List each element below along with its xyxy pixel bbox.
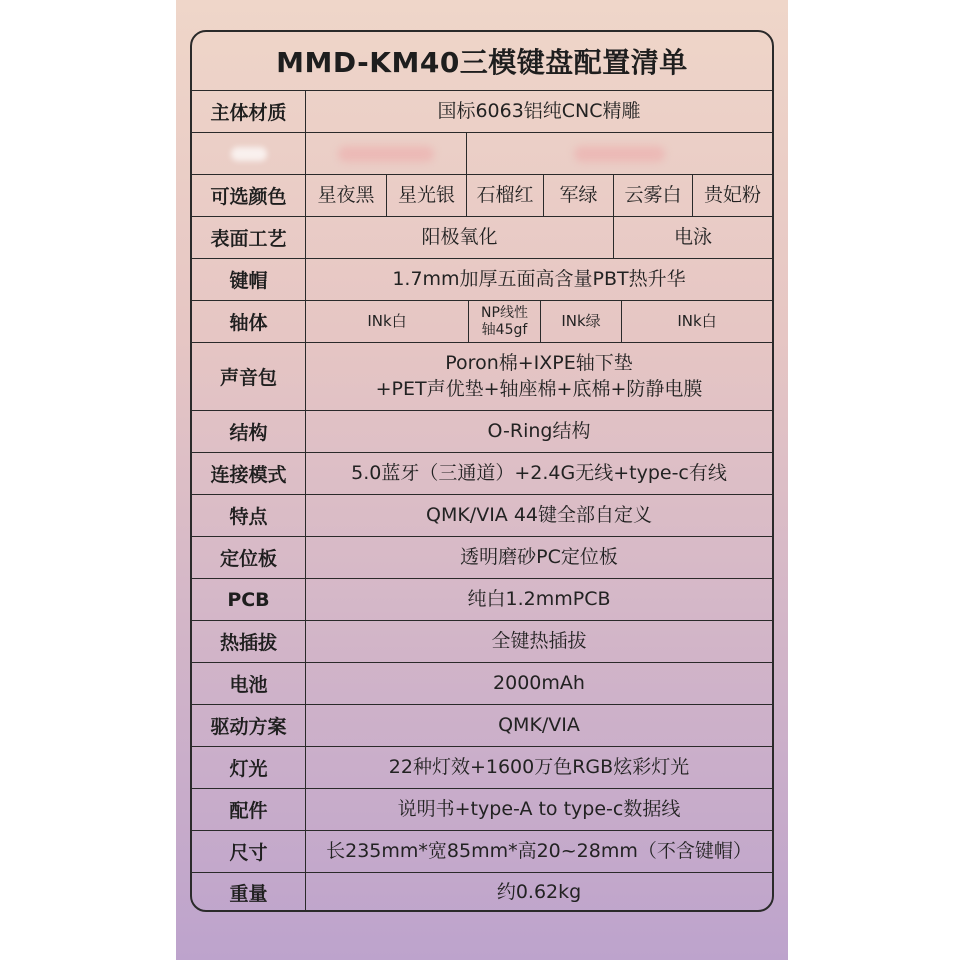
row-label: 尺寸	[192, 831, 306, 872]
row-label: 可选颜色	[192, 175, 306, 216]
row-pcb	[192, 578, 772, 620]
row-colors	[192, 174, 772, 216]
row-label: 灯光	[192, 747, 306, 788]
color-option: 云雾白	[614, 175, 693, 216]
row-material	[192, 90, 772, 132]
row-hotswap	[192, 620, 772, 662]
row-value: 全键热插拔	[491, 629, 587, 652]
row-features	[192, 494, 772, 536]
row-label: PCB	[192, 579, 306, 620]
color-option: 星光银	[387, 175, 467, 216]
row-size	[192, 830, 772, 872]
row-value: O-Ring结构	[487, 419, 591, 442]
row-value: QMK/VIA 44键全部自定义	[425, 503, 653, 526]
row-label: 声音包	[192, 343, 306, 410]
row-value: 1.7mm加厚五面高含量PBT热升华	[392, 267, 686, 290]
row-keycaps	[192, 258, 772, 300]
color-option: 石榴红	[467, 175, 544, 216]
switch-option: INk白	[306, 301, 469, 342]
row-value: 透明磨砂PC定位板	[460, 545, 618, 568]
row-label: 结构	[192, 411, 306, 452]
row-accessories	[192, 788, 772, 830]
row-value: 2000mAh	[493, 671, 585, 694]
blurred-cell	[306, 133, 467, 174]
row-value: 国标6063铝纯CNC精雕	[437, 99, 641, 122]
row-label: 主体材质	[192, 91, 306, 132]
row-switches	[192, 300, 772, 342]
row-label: 配件	[192, 789, 306, 830]
row-plate	[192, 536, 772, 578]
blurred-cell	[467, 133, 772, 174]
spec-table	[190, 30, 774, 912]
row-value: 说明书+type-A to type-c数据线	[397, 797, 681, 820]
color-option: 星夜黑	[306, 175, 387, 216]
sound-line: Poron棉+IXPE轴下垫	[445, 351, 633, 374]
surface-option: 电泳	[673, 225, 712, 248]
row-driver	[192, 704, 772, 746]
row-surface	[192, 216, 772, 258]
row-label: 键帽	[192, 259, 306, 300]
row-value: 22种灯效+1600万色RGB炫彩灯光	[388, 755, 690, 778]
row-value: 长235mm*宽85mm*高20~28mm（不含键帽）	[326, 839, 752, 862]
blurred-label	[192, 133, 306, 174]
color-option: 军绿	[544, 175, 614, 216]
surface-option: 阳极氧化	[306, 217, 614, 258]
row-label: 重量	[192, 873, 306, 912]
row-weight	[192, 872, 772, 912]
row-value: QMK/VIA	[498, 713, 580, 736]
row-value: 纯白1.2mmPCB	[467, 587, 611, 610]
row-battery	[192, 662, 772, 704]
row-label: 电池	[192, 663, 306, 704]
row-label: 特点	[192, 495, 306, 536]
switch-option: INk绿	[541, 301, 622, 342]
row-label: 定位板	[192, 537, 306, 578]
color-option: 贵妃粉	[703, 183, 761, 206]
row-value: 5.0蓝牙（三通道）+2.4G无线+type-c有线	[351, 461, 727, 484]
row-sound	[192, 342, 772, 410]
sound-line: +PET声优垫+轴座棉+底棉+防静电膜	[375, 377, 703, 400]
row-blurred	[192, 132, 772, 174]
row-label: 表面工艺	[192, 217, 306, 258]
row-lighting	[192, 746, 772, 788]
switch-option: INk白	[677, 312, 717, 331]
row-label: 驱动方案	[192, 705, 306, 746]
row-label: 轴体	[192, 301, 306, 342]
row-structure	[192, 410, 772, 452]
page-title: MMD-KM40三模键盘配置清单	[276, 46, 688, 79]
row-connection	[192, 452, 772, 494]
row-label: 热插拔	[192, 621, 306, 662]
row-value: 约0.62kg	[496, 880, 582, 903]
row-label: 连接模式	[192, 453, 306, 494]
switch-option: NP线性 轴45gf	[469, 301, 541, 342]
